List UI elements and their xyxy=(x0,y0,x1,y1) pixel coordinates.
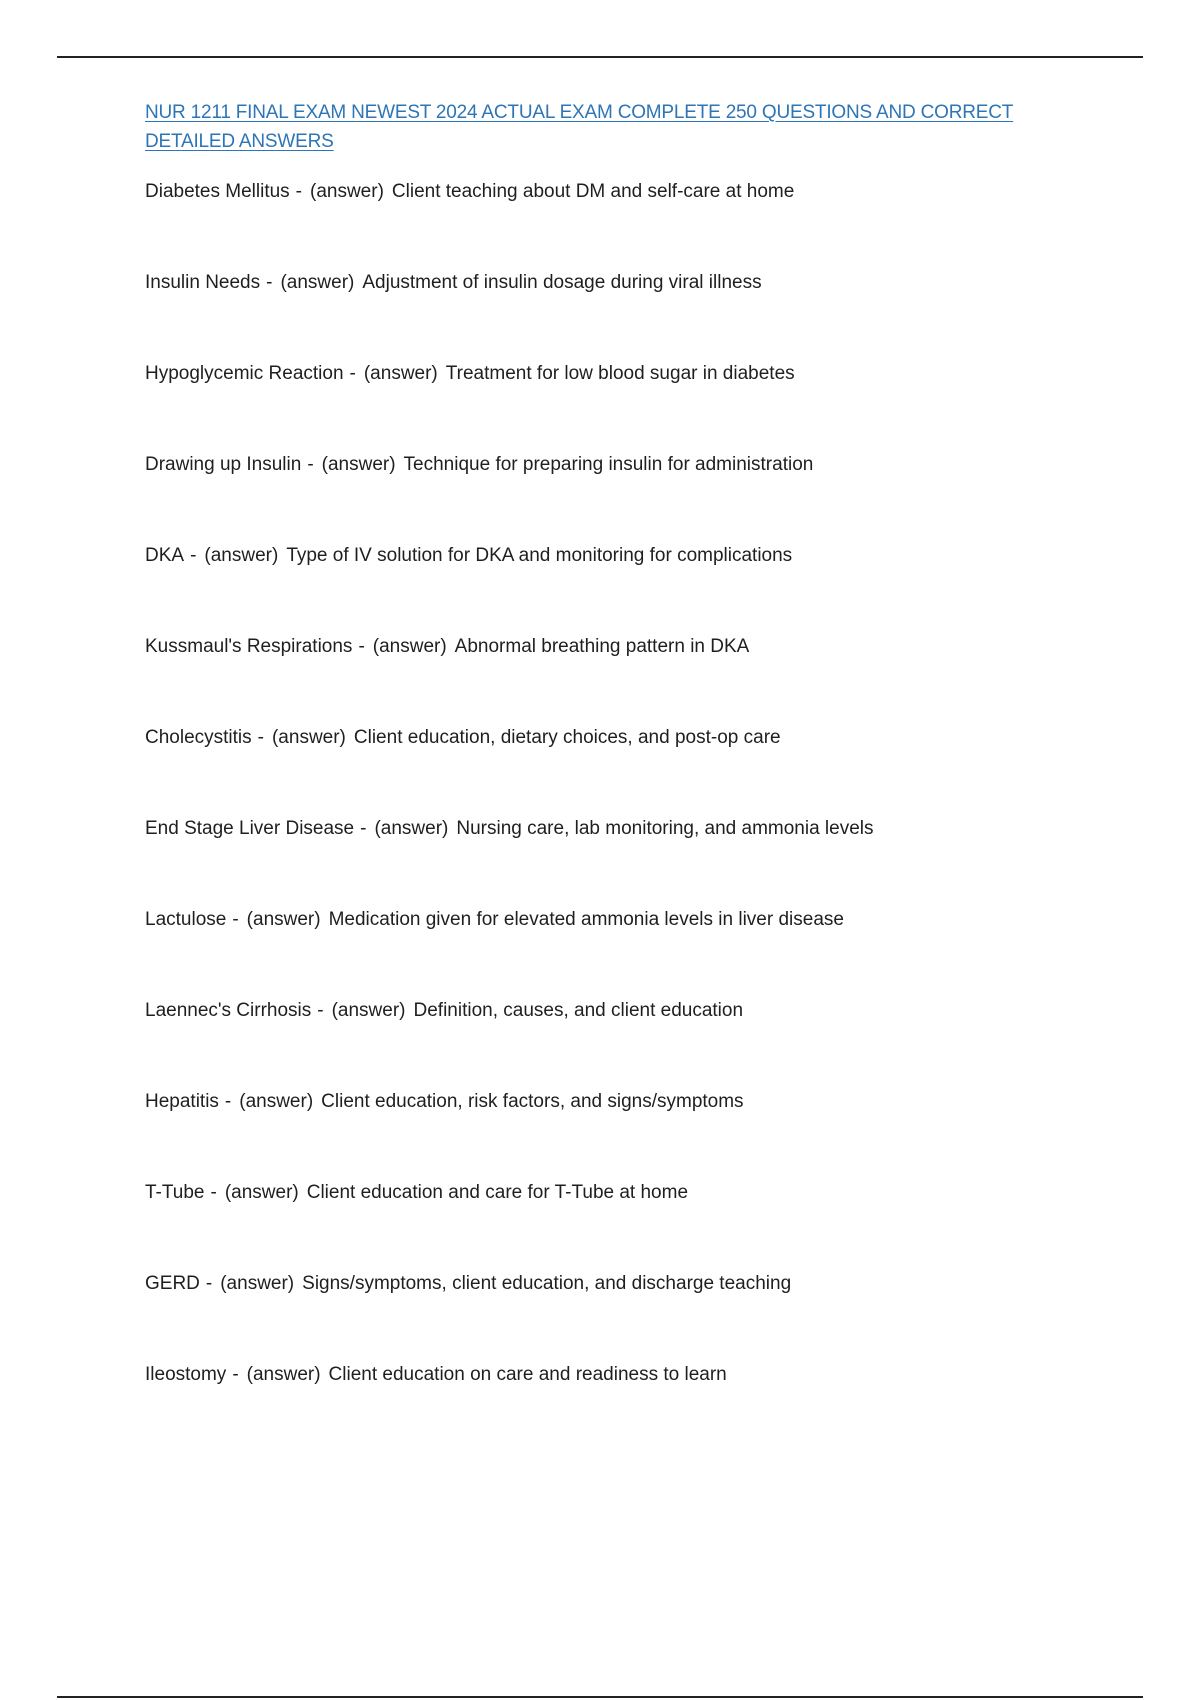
qa-item xyxy=(145,1272,1125,1363)
qa-answer: Nursing care, lab monitoring, and ammonia levels xyxy=(456,818,874,839)
qa-answer: Type of IV solution for DKA and monitoring for complications xyxy=(286,545,793,566)
qa-term: Cholecystitis xyxy=(145,727,252,748)
qa-answer-tag: (answer) xyxy=(372,636,447,657)
qa-answer: Client teaching about DM and self-care at home xyxy=(391,181,795,202)
qa-term: Lactulose xyxy=(145,909,227,930)
qa-separator: - xyxy=(317,1000,324,1021)
qa-separator: - xyxy=(205,1273,213,1294)
qa-separator: - xyxy=(360,818,367,839)
qa-item xyxy=(145,999,1125,1090)
qa-term: Kussmaul's Respirations xyxy=(145,636,353,657)
qa-answer-tag: (answer) xyxy=(224,1182,299,1203)
qa-item xyxy=(145,1181,1125,1272)
top-rule xyxy=(57,56,1143,58)
qa-answer-tag: (answer) xyxy=(204,545,279,566)
qa-separator: - xyxy=(295,181,302,202)
qa-answer-tag: (answer) xyxy=(331,1000,406,1021)
qa-answer: Signs/symptoms, client education, and discharge teaching xyxy=(302,1273,792,1294)
document-title-link[interactable]: NUR 1211 FINAL EXAM NEWEST 2024 ACTUAL EXAM COMPLETE 250 QUESTIONS AND CORRECT DETAILED ANSWERS xyxy=(145,102,1014,152)
qa-answer: Client education, risk factors, and signs/symptoms xyxy=(321,1091,744,1112)
qa-item xyxy=(145,362,1125,453)
qa-term: Laennec's Cirrhosis xyxy=(145,1000,312,1021)
qa-separator: - xyxy=(190,545,197,566)
qa-item xyxy=(145,180,1125,271)
qa-answer-tag: (answer) xyxy=(246,1364,321,1385)
qa-item xyxy=(145,271,1125,362)
qa-answer: Medication given for elevated ammonia levels in liver disease xyxy=(328,909,844,930)
qa-answer-tag: (answer) xyxy=(271,727,346,748)
qa-term: Hepatitis xyxy=(145,1091,219,1112)
qa-separator: - xyxy=(232,1364,239,1385)
qa-answer-tag: (answer) xyxy=(321,454,396,475)
qa-answer-tag: (answer) xyxy=(374,818,449,839)
qa-term: End Stage Liver Disease xyxy=(145,818,355,839)
qa-separator: - xyxy=(210,1182,217,1203)
qa-answer: Definition, causes, and client education xyxy=(413,1000,744,1021)
qa-item xyxy=(145,908,1125,999)
qa-separator: - xyxy=(266,272,273,293)
qa-separator: - xyxy=(349,363,356,384)
qa-term: Diabetes Mellitus xyxy=(145,181,290,202)
qa-answer-tag: (answer) xyxy=(246,909,321,930)
qa-answer-tag: (answer) xyxy=(310,181,384,202)
qa-separator: - xyxy=(307,454,314,475)
qa-term: Ileostomy xyxy=(145,1364,227,1385)
qa-separator: - xyxy=(257,727,264,748)
qa-item xyxy=(145,453,1125,544)
qa-list xyxy=(145,180,1125,1454)
qa-separator: - xyxy=(232,909,239,930)
qa-item xyxy=(145,544,1125,635)
qa-answer-tag: (answer) xyxy=(363,363,438,384)
qa-answer: Abnormal breathing pattern in DKA xyxy=(454,636,750,657)
qa-item xyxy=(145,1363,1125,1454)
bottom-rule xyxy=(57,1696,1143,1698)
qa-separator: - xyxy=(358,636,365,657)
qa-answer-tag: (answer) xyxy=(239,1091,314,1112)
qa-item xyxy=(145,1090,1125,1181)
qa-term: T-Tube xyxy=(145,1182,205,1203)
qa-term: Drawing up Insulin xyxy=(145,454,302,475)
qa-answer: Client education on care and readiness to learn xyxy=(328,1364,727,1385)
qa-separator: - xyxy=(224,1091,232,1112)
qa-term: GERD xyxy=(145,1273,200,1294)
qa-answer: Technique for preparing insulin for administration xyxy=(403,454,814,475)
qa-answer: Client education and care for T-Tube at home xyxy=(306,1182,689,1203)
qa-answer: Client education, dietary choices, and post-op care xyxy=(353,727,781,748)
qa-answer-tag: (answer) xyxy=(220,1273,295,1294)
qa-term: Hypoglycemic Reaction xyxy=(145,363,344,384)
qa-item xyxy=(145,635,1125,726)
qa-item xyxy=(145,726,1125,817)
qa-answer: Adjustment of insulin dosage during viral illness xyxy=(362,272,762,293)
qa-answer-tag: (answer) xyxy=(280,272,355,293)
qa-term: DKA xyxy=(145,545,185,566)
qa-term: Insulin Needs xyxy=(145,272,261,293)
qa-answer: Treatment for low blood sugar in diabetes xyxy=(445,363,795,384)
qa-item xyxy=(145,817,1125,908)
